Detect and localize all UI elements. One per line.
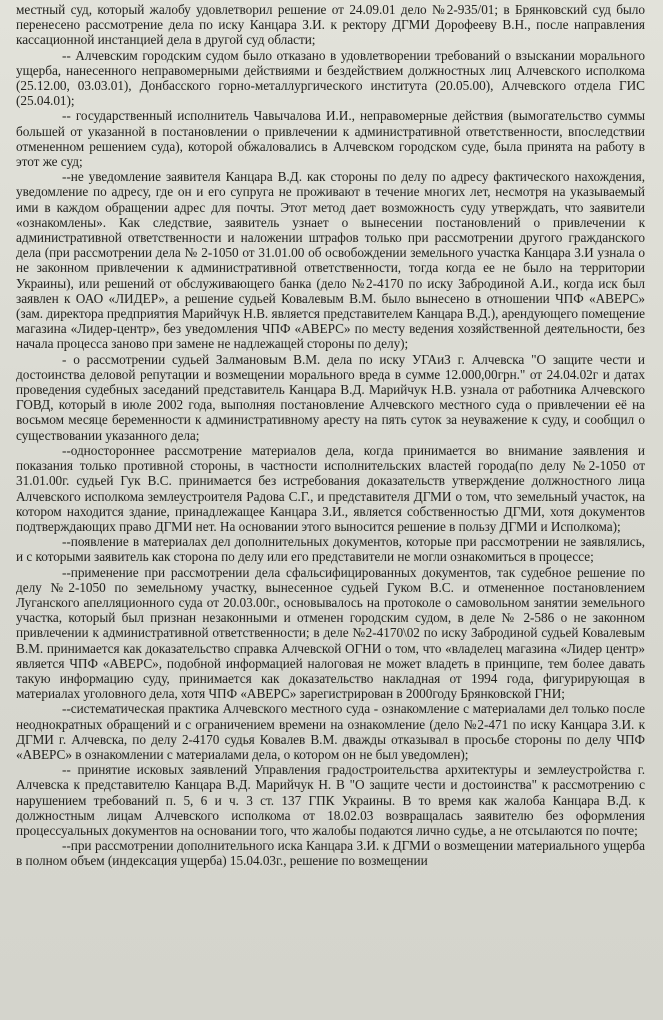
paragraph-5: - о рассмотрении судьей Залмановым В.М. дела по иску УГАиЗ г. Алчевска "О защите чести и достоинства деловой репутации и возмещении морального вреда в сумме 12.000,00грн." от 24.04.02г и датах проведения судебных заседаний представитель Канцара В.Д. Марийчук Н.В. узнала от работника Алчевского ГОВД, который в июле 2002 года, выполняя постановление Алчевского местного суда о привлечении её на восьмом месяце беременности к административному аресту на пять суток за неуважение к суду, и сообщил о существовании указанного дела; (16, 351, 645, 443)
paragraph-7: --появление в материалах дел дополнительных документов, которые при рассмотрении не заявлялись, и с которыми заявитель как сторона по делу или его представители не могли ознакомиться в процессе; (16, 534, 645, 565)
paragraph-9: --систематическая практика Алчевского местного суда - ознакомление с материалами дел только после неоднократных обращений и с ограничением времени на ознакомление (дело №2-471 по иску Канцара З.И. к ДГМИ г. Алчевска, по делу 2-4170 судья Ковалев В.М. дважды отказывал в просьбе стороны по делу ЧПФ «АВЕРС» в ознакомлении с материалами дела, о котором он не был уведомлен); (16, 701, 645, 762)
paragraph-6: --одностороннее рассмотрение материалов дела, когда принимается во внимание заявления и показания только противной стороны, в частности исполнительских властей города(по делу №2-1050 от 31.01.00г. судьей Гук В.С. принимается без истребования доказательств утверждение должностного лица Алчевского исполкома землеустроителя Радова С.Г., и представителя ДГМИ о том, что земельный участок, на котором находится здание, принадлежащее Канцара З.И., является собственностью ДГМИ, хотя документов подтверждающих право ДГМИ нет. На основании этого выносится решение в пользу ДГМИ и Исполкома); (16, 442, 645, 534)
paragraph-4: --не уведомление заявителя Канцара В.Д. как стороны по делу по адресу фактического нахождения, уведомление по адресу, где он и его супруга не проживают в течение многих лет, несмотря на указываемый ими в каждом обращении адрес для почты. Этот метод дает возможность суду утверждать, что заявители «ознакомлены». Как следствие, заявитель узнает о вынесении постановлений о привлечении к административной ответственности и наложении штрафов только при рассмотрении другого гражданского дела (при рассмотрении дела № 2-1050 от 31.01.00 об освобождении земельного участка Канцара З.И узнала о не законном привлечении к административной ответственности, тогда когда ее не было на территории Украины), или решений от обслуживающего банка (дело №2-4170 по иску Забродиной А.И., когда иск был заявлен к ОАО «ЛИДЕР», а решение судьей Ковалевым В.М. было вынесено в отношении ЧПФ «АВЕРС» (зам. директора предприятия Марийчук Н.В. является представителем Канцара В.Д.), арендующего помещение магазина «Лидер-центр», без уведомления ЧПФ «АВЕРС» по месту ведения хозяйственной деятельности, без начала процесса заново при замене не надлежащей стороны по делу); (16, 169, 645, 352)
paragraph-3: -- государственный исполнитель Чавычалова И.И., неправомерные действия (вымогательство суммы большей от указанной в постановлении о привлечении к административной ответственности, впоследствии отмененном решением суда), которой обжаловались в Алчевском городском суде, была принята на работу в этот же суд; (16, 108, 645, 170)
paragraph-11: --при рассмотрении дополнительного иска Канцара З.И. к ДГМИ о возмещении материального ущерба в полном объем (индексация ущерба) 15.04.03г., решение по возмещении (16, 838, 645, 869)
paragraph-1: местный суд, который жалобу удовлетворил решение от 24.09.01 дело №2-935/01; в Брянковский суд было перенесено рассмотрение дела по иску Канцара З.И. к ректору ДГМИ Дорофееву В.Н., после направления кассационной инстанцией дела в другой суд области; (16, 2, 645, 48)
paragraph-2: -- Алчевским городским судом было отказано в удовлетворении требований о взыскании морального ущерба, нанесенного неправомерными действиями и бездействием должностных лиц Алчевского исполкома (25.12.00, 03.03.01), Донбасского горно-металлургического института (20.05.00), Алчевского отдела ГИС (25.04.01); (16, 47, 645, 109)
paragraph-8: --применение при рассмотрении дела сфальсифицированных документов, так судебное решение по делу №2-1050 по земельному участку, вынесенное судьей Гуком В.С. и отмененное постановлением Луганского апелляционного суда от 20.03.00г., основывалось на протоколе о самовольном занятии земельного участка, который был признан незаконными и отменен городским судом, в деле № 2-586 о не законном привлечении к административной ответственности; в деле №2-4170\02 по иску Забродиной судьей Ковалевым В.М. принимается как доказательство справка Алчевской ОГНИ о том, что «владелец магазина «Лидер центр» является ЧПФ «АВЕРС», подобной информацией налоговая не может владеть в принципе, тем более давать такую информацию суду, принимается как доказательство накладная от 1994 года, фигурирующая в материалах уголовного дела, хотя ЧПФ «АВЕРС» зарегистрирован в 2000году Брянковской ГНИ; (16, 564, 645, 702)
paragraph-10: -- принятие исковых заявлений Управления градостроительства архитектуры и землеустройства г. Алчевска к представителю Канцара В.Д. Марийчук Н. В "О защите чести и достоинства" к рассмотрению с нарушением требований п. 5, 6 и ч. 3 ст. 137 ГПК Украины. В то время как жалоба Канцара В.Д. к должностным лицам Алчевского исполкома от 18.02.03 возвращалась заявителю без оформления процессуальных документов на основании того, что жалобы подаются лично судье, а не отсылаются по почте; (16, 762, 645, 838)
